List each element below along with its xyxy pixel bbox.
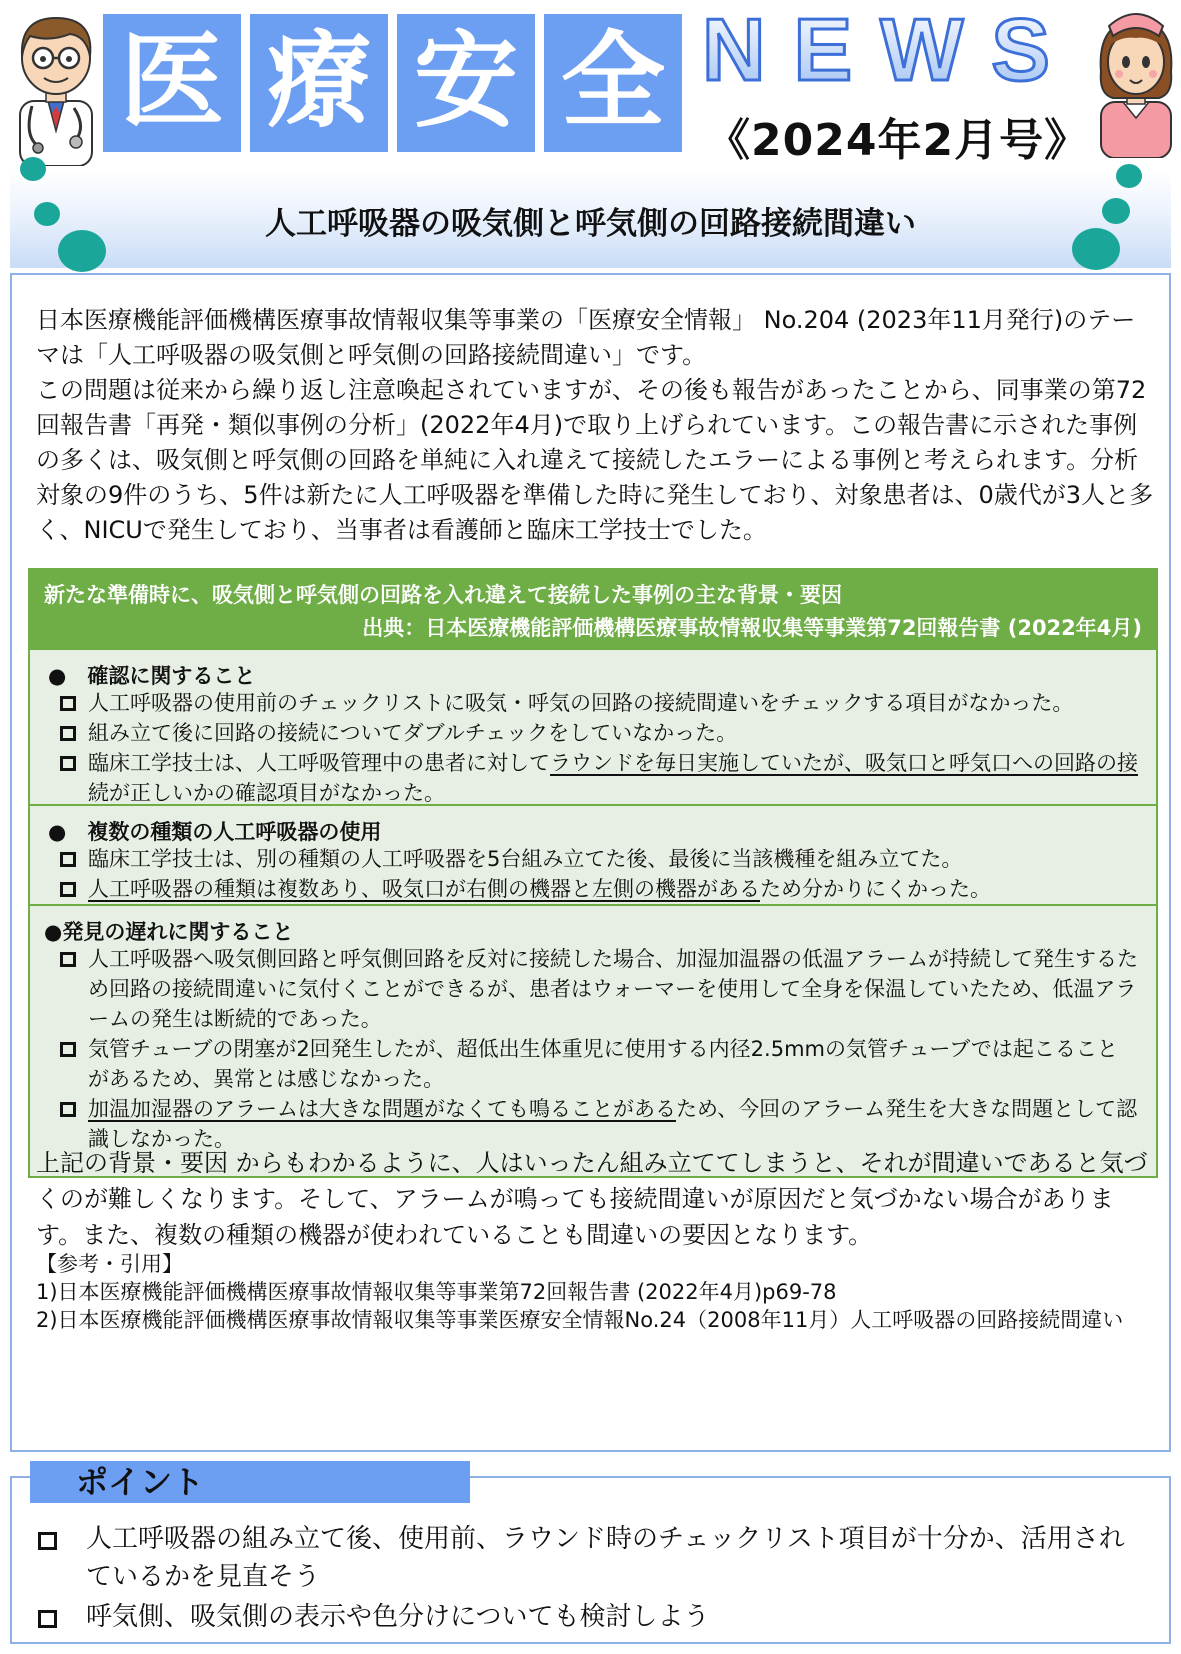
checkbox-icon [60,852,76,867]
reference-item: 2)日本医療機能評価機構医療事故情報収集等事業医療安全情報No.24（2008年11月）人工呼吸器の回路接続間違い [36,1308,1124,1332]
factor-item: 臨床工学技士は、別の種類の人工呼吸器を5台組み立てた後、最後に当該機種を組み立てた。 [58,844,1138,874]
factor-list [58,688,1138,808]
factor-section [30,648,1156,804]
issue-date: 《2024年2月号》 [706,115,1090,166]
main-panel [10,273,1171,1452]
title-char-box: 療 [250,14,388,152]
conclusion-text: 上記の背景・要因 からもわかるように、人はいったん組み立ててしまうと、それが間違いであると気づくのが難しくなります。そして、アラームが鳴っても接続間違いが原因だと気づかない場合があります。また、複数の種類の機器が使われていることも間違いの要因となります。 [36,1149,1148,1249]
factor-item: 人工呼吸器へ吸気側回路と呼気側回路を反対に接続した場合、加湿加温器の低温アラームが持続して発生するため回路の接続間違いに気付くことができるが、患者はウォーマーを使用して全身を保温していたため、低温アラームの発生は断続的であった。 [58,944,1138,1034]
factor-section-title: ● 複数の種類の人工呼吸器の使用 [48,820,382,844]
decor-dot [1116,164,1142,188]
point-panel [10,1463,1171,1644]
intro-paragraph: この問題は従来から繰り返し注意喚起されていますが、その後も報告があったことから、同事業の第72回報告書「再発・類似事例の分析」(2022年4月)で取り上げられています。この報告書に示された事例の多くは、吸気側と呼気側の回路を単純に入れ違えて接続したエラーによる事例と考えられます。分析対象の9件のうち、5件は新たに人工呼吸器を準備した時に発生しており、対象患者は、0歳代が3人と多く、NICUで発生しており、当事者は看護師と臨床工学技士でした。 [36,376,1154,544]
news-wordmark [700,4,1080,94]
newsletter-header [0,0,1181,170]
nurse-illustration [1093,2,1179,158]
references-heading: 【参考・引用】 [36,1252,183,1276]
checkbox-icon [60,952,76,967]
doctor-illustration [10,6,102,166]
references [36,1250,1156,1334]
point-item: 呼気側、吸気側の表示や色分けについても検討しよう [30,1598,1150,1636]
decor-dot [20,157,46,181]
background-source: 出典：日本医療機能評価機構医療事故情報収集等事業第72回報告書 (2022年4月) [362,616,1142,640]
checkbox-icon [38,1532,57,1550]
factor-item: 加温加湿器のアラームは大きな問題がなくても鳴ることがあるため、今回のアラーム発生を大きな問題として認識しなかった。 [58,1094,1138,1154]
title-char-box: 全 [544,14,682,152]
factor-section-title: ● 確認に関すること [48,664,256,688]
checkbox-icon [60,726,76,741]
factor-item: 人工呼吸器の種類は複数あり、吸気口が右側の機器と左側の機器があるため分かりにくかった。 [58,874,1138,904]
title-char-box: 安 [397,14,535,152]
checkbox-icon [60,1042,76,1057]
news-label: NEWS [702,4,1078,94]
point-label: ポイント [30,1461,470,1503]
intro-paragraph: 日本医療機能評価機構医療事故情報収集等事業の「医療安全情報」 No.204 (2023年11月発行)のテーマは「人工呼吸器の吸気側と呼気側の回路接続間違い」です。 [36,306,1136,369]
article-title: 人工呼吸器の吸気側と呼気側の回路接続間違い [265,206,916,242]
reference-item: 1)日本医療機能評価機構医療事故情報収集等事業第72回報告書 (2022年4月)p69-78 [36,1280,837,1304]
title-char-box: 医 [103,14,241,152]
point-list [30,1520,1150,1638]
factor-section [30,804,1156,904]
checkbox-icon [60,756,76,771]
factor-item: 気管チューブの閉塞が2回発生したが、超低出生体重児に使用する内径2.5mmの気管チューブでは起こることがあるため、異常とは感じなかった。 [58,1034,1138,1094]
checkbox-icon [60,882,76,897]
factor-item: 臨床工学技士は、人工呼吸管理中の患者に対してラウンドを毎日実施していたが、吸気口と呼気口への回路の接続が正しいかの確認項目がなかった。 [58,748,1138,808]
background-factors-box [28,568,1158,1178]
factor-item: 人工呼吸器の使用前のチェックリストに吸気・呼気の回路の接続間違いをチェックする項目がなかった。 [58,688,1138,718]
checkbox-icon [60,1102,76,1117]
factor-item: 組み立て後に回路の接続についてダブルチェックをしていなかった。 [58,718,1138,748]
point-item: 人工呼吸器の組み立て後、使用前、ラウンド時のチェックリスト項目が十分か、活用されているかを見直そう [30,1520,1150,1596]
background-factors-header [30,570,1156,648]
checkbox-icon [60,696,76,711]
factor-section [30,904,1156,1176]
factor-section-title: ●発見の遅れに関すること [44,920,294,944]
factor-list [58,944,1138,1154]
background-heading: 新たな準備時に、吸気側と呼気側の回路を入れ違えて接続した事例の主な背景・要因 [44,583,842,607]
factor-list [58,844,1138,904]
intro-text [36,303,1156,548]
checkbox-icon [38,1610,57,1628]
